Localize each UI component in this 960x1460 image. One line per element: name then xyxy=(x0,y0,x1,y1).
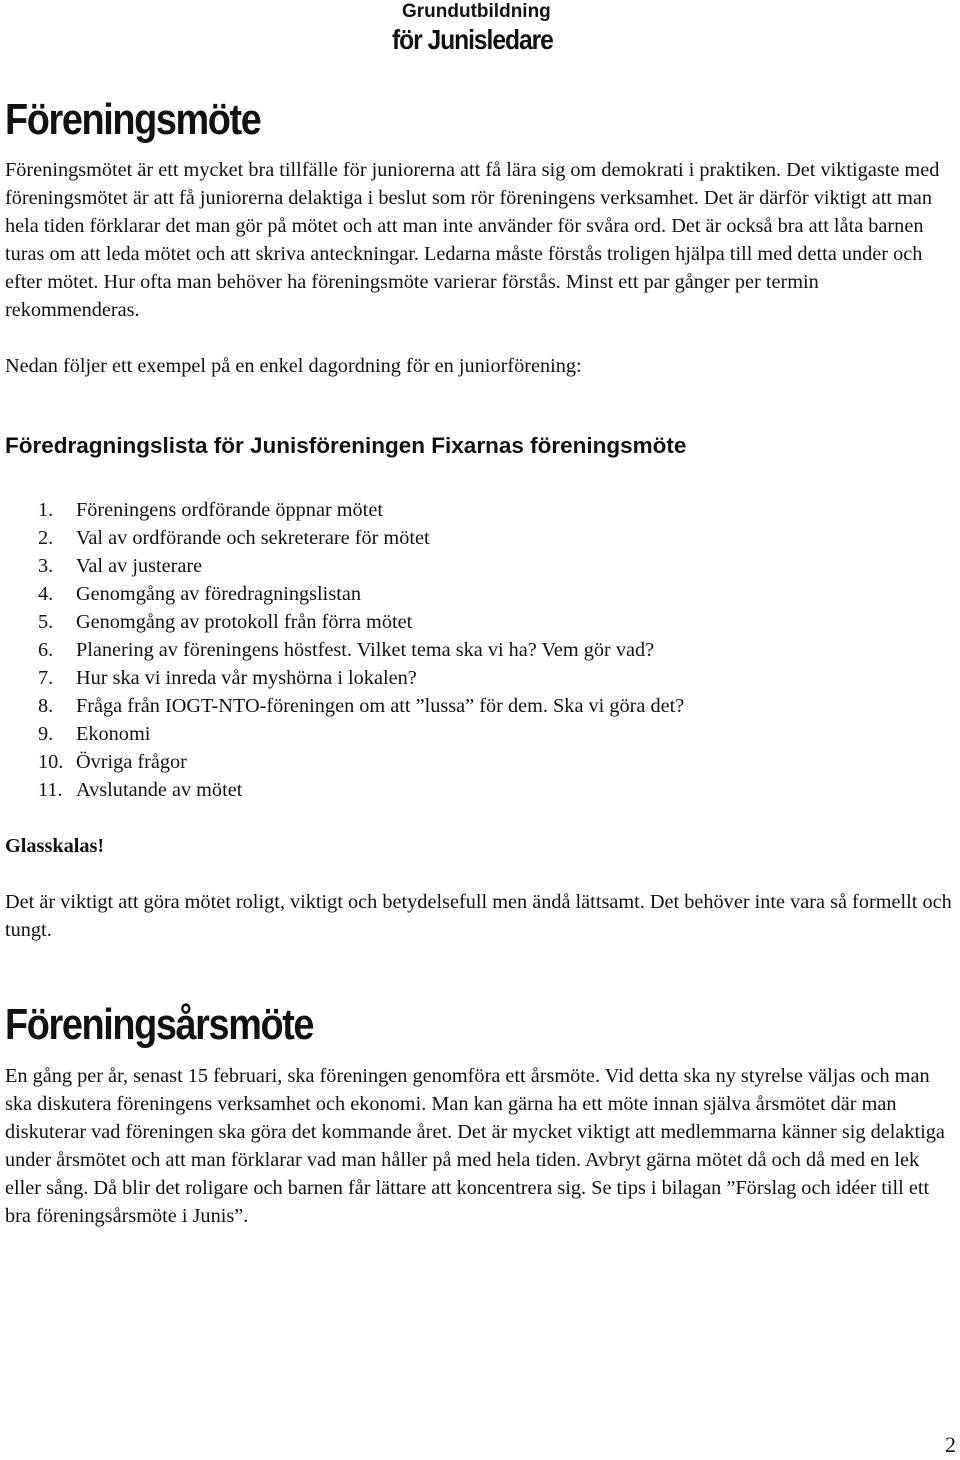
header-line-2: för Junisledare xyxy=(392,24,553,55)
heading-foreningsmote: Föreningsmöte xyxy=(5,95,261,144)
page-number: 2 xyxy=(945,1432,956,1457)
paragraph-foreningsmote: Föreningsmötet är ett mycket bra tillfälle för juniorerna att få lära sig om demokrati i praktiken. Det viktigaste med föreningsmötet är att få juniorerna delaktiga i beslut som rör föreningens verksamhet. Det är därför viktigt att man hela tiden förklarar det man gör på mötet och att man inte använder för svåra ord. Det är också bra att låta barnen turas om att leda mötet och att skriva anteckningar. Ledarna måste förstås troligen hjälpa till med detta under och efter mötet. Hur ofta man behöver ha föreningsmöte varierar förstås. Minst ett par gånger per termin rekommenderas. xyxy=(5,159,940,321)
agenda-list xyxy=(38,496,684,804)
agenda-item-text: Övriga frågor xyxy=(76,751,187,773)
agenda-item-number: 10. xyxy=(38,751,64,773)
document-header xyxy=(392,0,592,56)
agenda-item xyxy=(38,664,684,692)
closing-bold-line: Glasskalas! xyxy=(5,835,105,857)
agenda-item-number: 4. xyxy=(38,583,54,605)
agenda-item-text: Val av justerare xyxy=(76,555,203,577)
agenda-item-number: 3. xyxy=(38,555,54,577)
paragraph-foreningsarsmote: En gång per år, senast 15 februari, ska föreningen genomföra ett årsmöte. Vid detta ska ny styrelse väljas och man ska diskutera föreningens verksamhet och ekonomi. Man kan gärna ha ett möte innan själva årsmötet där man diskuterar vad föreningen ska göra det kommande året. Det är mycket viktigt att medlemmarna känner sig delaktiga under årsmötet och att man förklarar vad man håller på med hela tiden. Avbryt gärna mötet då och då med en lek eller sång. Då blir det roligare och barnen får lättare att koncentrera sig. Se tips i bilagan ”Förslag och idéer till ett bra föreningsårsmöte i Junis”. xyxy=(5,1065,945,1227)
agenda-item xyxy=(38,776,684,804)
agenda-item xyxy=(38,524,684,552)
heading-foreningsarsmote: Föreningsårsmöte xyxy=(5,1000,314,1049)
agenda-item xyxy=(38,580,684,608)
agenda-item-number: 8. xyxy=(38,695,54,717)
agenda-item-number: 6. xyxy=(38,639,54,661)
agenda-item-number: 9. xyxy=(38,723,54,745)
agenda-item-number: 2. xyxy=(38,527,54,549)
agenda-item-text: Planering av föreningens höstfest. Vilket tema ska vi ha? Vem gör vad? xyxy=(76,639,655,661)
agenda-item xyxy=(38,636,684,664)
agenda-item-text: Hur ska vi inreda vår myshörna i lokalen? xyxy=(76,667,417,689)
agenda-item-number: 11. xyxy=(38,779,63,801)
paragraph-agenda-intro: Nedan följer ett exempel på en enkel dagordning för en juniorförening: xyxy=(5,355,582,377)
agenda-item-text: Genomgång av protokoll från förra mötet xyxy=(76,611,413,633)
agenda-title: Föredragningslista för Junisföreningen Fixarnas föreningsmöte xyxy=(5,433,687,458)
header-line-1: Grundutbildning xyxy=(402,1,551,22)
agenda-item-text: Ekonomi xyxy=(76,723,151,745)
agenda-item xyxy=(38,608,684,636)
agenda-item xyxy=(38,552,684,580)
agenda-item-number: 7. xyxy=(38,667,54,689)
agenda-item-text: Val av ordförande och sekreterare för mötet xyxy=(76,527,430,549)
paragraph-closing: Det är viktigt att göra mötet roligt, viktigt och betydelsefull men ändå lättsamt. Det behöver inte vara så formellt och tungt. xyxy=(5,891,952,941)
agenda-item-text: Genomgång av föredragningslistan xyxy=(76,583,361,605)
agenda-item xyxy=(38,692,684,720)
agenda-item-text: Fråga från IOGT-NTO-föreningen om att ”lussa” för dem. Ska vi göra det? xyxy=(76,695,685,717)
agenda-item-text: Avslutande av mötet xyxy=(76,779,243,801)
agenda-item xyxy=(38,748,684,776)
agenda-item-number: 1. xyxy=(38,499,54,521)
agenda-item xyxy=(38,720,684,748)
agenda-item-number: 5. xyxy=(38,611,54,633)
agenda-item-text: Föreningens ordförande öppnar mötet xyxy=(76,499,383,521)
agenda-item xyxy=(38,496,684,524)
